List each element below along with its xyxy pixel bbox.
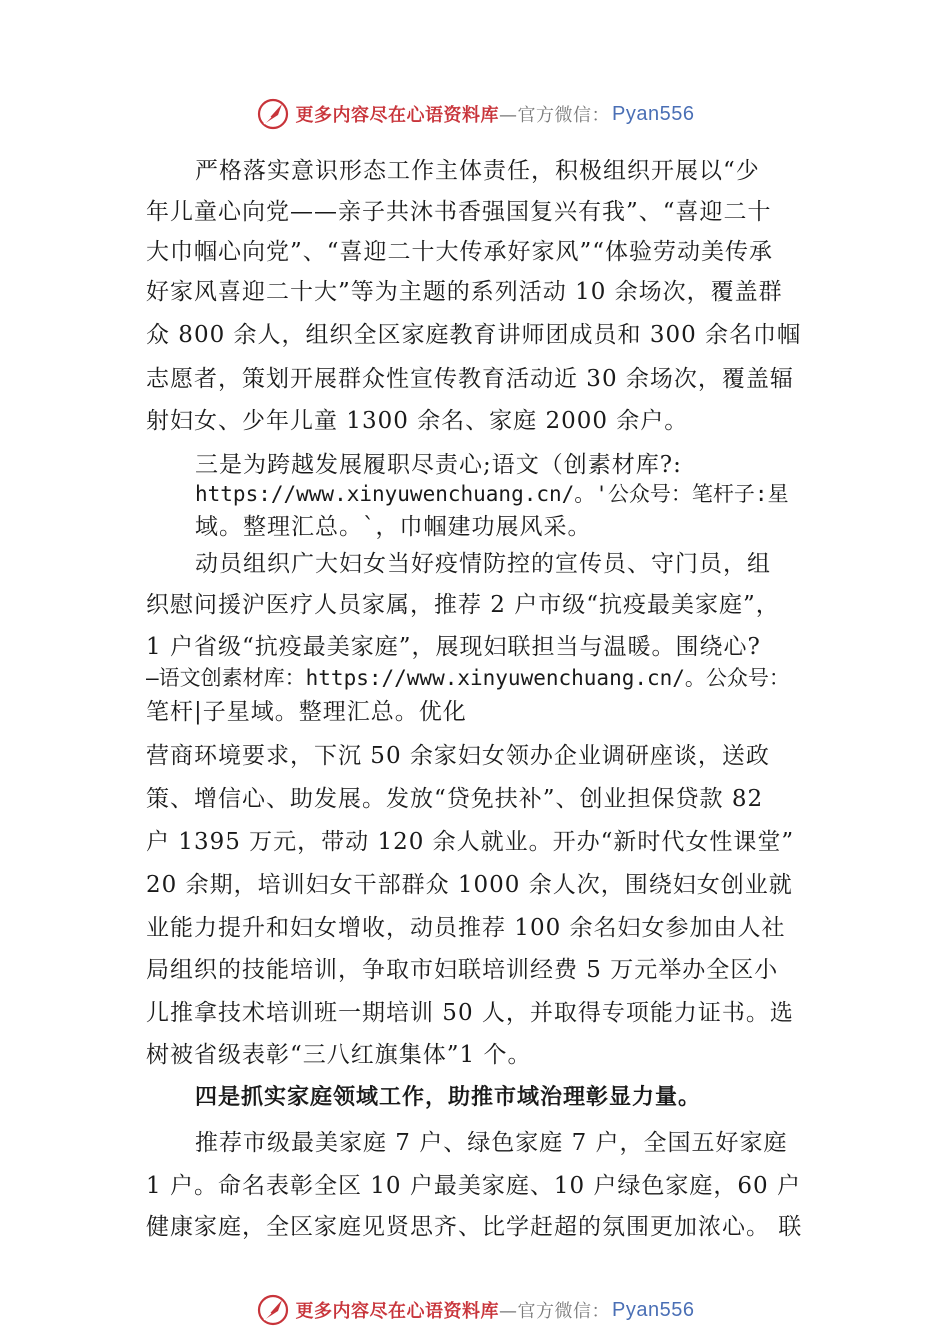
text-line: 业能力提升和妇女增收，动员推荐 100 余名妇女参加由人社: [146, 915, 786, 941]
text-line: 推荐市级最美家庭 7 户、绿色家庭 7 户，全国五好家庭: [195, 1130, 788, 1156]
text-line: 年儿童心向党——亲子共沐书香强国复兴有我”、“喜迎二十: [146, 199, 772, 225]
text-line: 大巾帼心向党”、“喜迎二十大传承好家风”“体验劳动美传承: [146, 239, 774, 265]
header-banner: [0, 94, 950, 134]
banner-gray-text: —官方微信：: [499, 105, 611, 126]
text-line: 户 1395 万元，带动 120 余人就业。开办“新时代女性课堂”: [146, 829, 795, 855]
text-line: 志愿者，策划开展群众性宣传教育活动近 30 余场次，覆盖辐: [146, 366, 794, 392]
text-line: 营商环境要求，下沉 50 余家妇女领办企业调研座谈，送政: [146, 743, 770, 769]
banner-red-text: 更多内容尽在心语资料库: [295, 1301, 500, 1322]
text-line: 局组织的技能培训，争取市妇联培训经费 5 万元举办全区小: [146, 957, 779, 983]
text-line: 三是为跨越发展履职尽责心;语文（创素材库?:: [195, 452, 682, 478]
text-line: https://www.xinyuwenchuang.cn/。'公众号：笔杆子:星: [195, 482, 789, 506]
text-line: 策、增信心、助发展。发放“贷免扶补”、创业担保贷款 82: [146, 786, 764, 812]
banner-red-text: 更多内容尽在心语资料库: [295, 105, 500, 126]
quill-circle-icon: [256, 1293, 290, 1327]
text-line: 织慰问援沪医疗人员家属，推荐 2 户市级“抗疫最美家庭”，: [146, 592, 780, 618]
text-line: 射妇女、少年儿童 1300 余名、家庭 2000 余户。: [146, 408, 689, 434]
text-line: 严格落实意识形态工作主体责任，积极组织开展以“少: [195, 158, 760, 184]
text-line: 动员组织广大妇女当好疫情防控的宣传员、守门员，组: [195, 551, 771, 577]
banner-wechat-id: Pyan556: [612, 1298, 695, 1321]
text-line: 树被省级表彰“三八红旗集体”1 个。: [146, 1042, 532, 1068]
text-line: 儿推拿技术培训班一期培训 50 人，并取得专项能力证书。选: [146, 1000, 794, 1026]
text-line: 健康家庭，全区家庭见贤思齐、比学赶超的氛围更加浓⼼。 联: [146, 1214, 803, 1240]
banner-gray-text: —官方微信：: [499, 1301, 611, 1322]
text-line: 笔杆|子星域。整理汇总。优化: [146, 699, 467, 725]
quill-circle-icon: [256, 97, 290, 131]
text-line: 1 户省级“抗疫最美家庭”，展现妇联担当与温暖。围绕心?: [146, 634, 761, 660]
text-line: 众 800 余人，组织全区家庭教育讲师团成员和 300 余名巾帼: [146, 322, 802, 348]
section-heading: 四是抓实家庭领域工作，助推市域治理彰显力量。: [195, 1085, 702, 1110]
banner-wechat-id: Pyan556: [612, 102, 695, 125]
text-line: 好家风喜迎二十大”等为主题的系列活动 10 余场次，覆盖群: [146, 279, 783, 305]
text-line: 1 户。命名表彰全区 10 户最美家庭、10 户绿色家庭，60 户: [146, 1173, 801, 1199]
text-line: 20 余期，培训妇女干部群众 1000 余人次，围绕妇女创业就: [146, 872, 793, 898]
footer-banner: [0, 1290, 950, 1330]
text-line: —语文创素材库：https://www.xinyuwenchuang.cn/。公众号：: [146, 666, 790, 690]
text-line: 域。整理汇总。`，巾帼建功展风采。: [195, 514, 592, 540]
